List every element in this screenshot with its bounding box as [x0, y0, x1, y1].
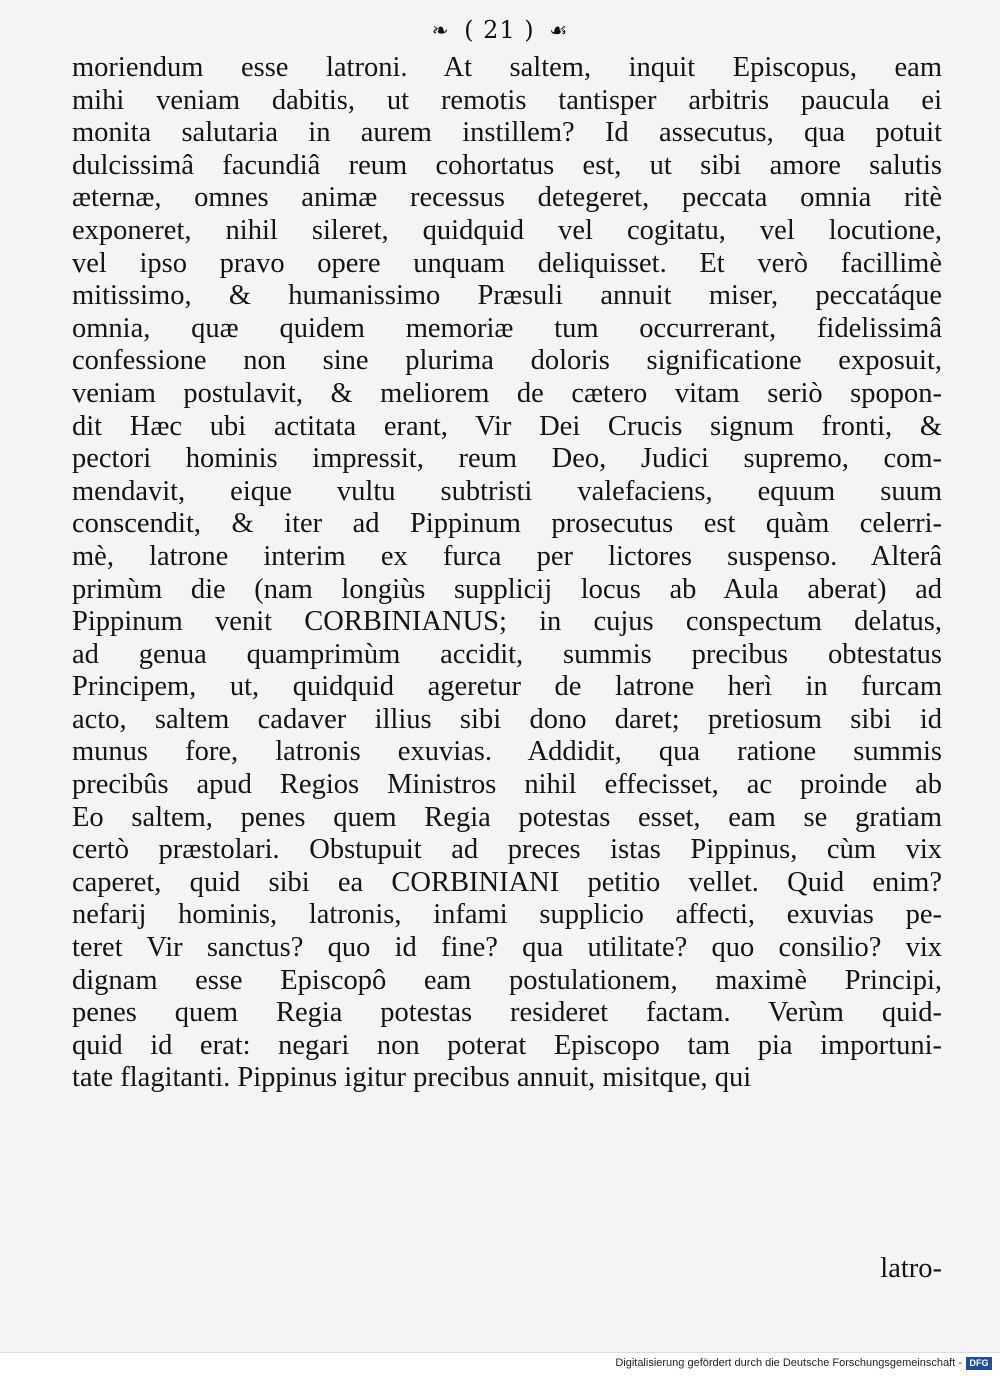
- page-number: ( 21 ): [464, 15, 535, 44]
- text-line: confessione non sine plurima doloris significatione exposuit,: [72, 345, 942, 377]
- text-line: dulcissimâ facundiâ reum cohortatus est, ut sibi amore salutis: [72, 149, 942, 181]
- text-line: mè, latrone interim ex furca per lictores suspenso. Alterâ: [72, 540, 942, 572]
- text-line: conscendit, & iter ad Pippinum prosecutus est quàm celerri-: [72, 508, 942, 540]
- text-line: primùm die (nam longiùs supplicij locus ab Aula aberat) ad: [72, 573, 942, 605]
- text-line: caperet, quid sibi ea CORBINIANI petitio vellet. Quid enim?: [72, 866, 942, 898]
- text-line: vel ipso pravo opere unquam deliquisset. Et verò facillimè: [72, 247, 942, 279]
- text-line: mitissimo, & humanissimo Præsuli annuit miser, peccatáque: [72, 280, 942, 312]
- text-line: omnia, quæ quidem memoriæ tum occurrerant, fidelissimâ: [72, 312, 942, 344]
- text-line: penes quem Regia potestas resideret factam. Verùm quid-: [72, 997, 942, 1029]
- text-line: Principem, ut, quidquid ageretur de latrone herì in furcam: [72, 671, 942, 703]
- ornament-right-icon: ☙: [549, 17, 569, 42]
- dfg-logo-icon: DFG: [966, 1357, 992, 1370]
- text-line: mendavit, eique vultu subtristi valefaciens, equum suum: [72, 475, 942, 507]
- footer-bar: [0, 1352, 1000, 1376]
- footer-credit: Digitalisierung gefördert durch die Deutsche Forschungsgemeinschaft -: [615, 1357, 962, 1369]
- text-line: acto, saltem cadaver illius sibi dono daret; pretiosum sibi id: [72, 703, 942, 735]
- text-line: certò præstolari. Obstupuit ad preces istas Pippinus, cùm vix: [72, 834, 942, 866]
- text-line: dignam esse Episcopô eam postulationem, maximè Principi,: [72, 964, 942, 996]
- text-line: quid id erat: negari non poterat Episcopo tam pia importuni-: [72, 1029, 942, 1061]
- text-line: precibûs apud Regios Ministros nihil effecisset, ac proinde ab: [72, 769, 942, 801]
- body-text: [72, 52, 942, 1095]
- text-line: nefarij hominis, latronis, infami supplicio affecti, exuvias pe-: [72, 899, 942, 931]
- text-line: moriendum esse latroni. At saltem, inquit Episcopus, eam: [72, 52, 942, 83]
- ornament-left-icon: ❧: [431, 17, 450, 42]
- text-line: tate flagitanti. Pippinus igitur precibus annuit, misitque, qui: [72, 1062, 752, 1094]
- text-line: dit Hæc ubi actitata erant, Vir Dei Crucis signum fronti, &: [72, 410, 942, 442]
- text-line: Eo saltem, penes quem Regia potestas esset, eam se gratiam: [72, 801, 942, 833]
- text-line: teret Vir sanctus? quo id fine? qua utilitate? quo consilio? vix: [72, 932, 942, 964]
- text-line: ad genua quamprimùm accidit, summis precibus obtestatus: [72, 638, 942, 670]
- text-line: æternæ, omnes animæ recessus detegeret, peccata omnia ritè: [72, 182, 942, 214]
- text-line: mihi veniam dabitis, ut remotis tantisper arbitris paucula ei: [72, 84, 942, 116]
- text-line: veniam postulavit, & meliorem de cætero vitam seriò spopon-: [72, 377, 942, 409]
- page-header: [0, 14, 1000, 44]
- text-line: pectori hominis impressit, reum Deo, Judici supremo, com-: [72, 443, 942, 475]
- text-line: exponeret, nihil sileret, quidquid vel cogitatu, vel locutione,: [72, 214, 942, 246]
- text-line: monita salutaria in aurem instillem? Id assecutus, qua potuit: [72, 117, 942, 149]
- text-line: munus fore, latronis exuvias. Addidit, qua ratione summis: [72, 736, 942, 768]
- catchword: latro-: [880, 1253, 942, 1284]
- text-line: Pippinum venit CORBINIANUS; in cujus conspectum delatus,: [72, 606, 942, 638]
